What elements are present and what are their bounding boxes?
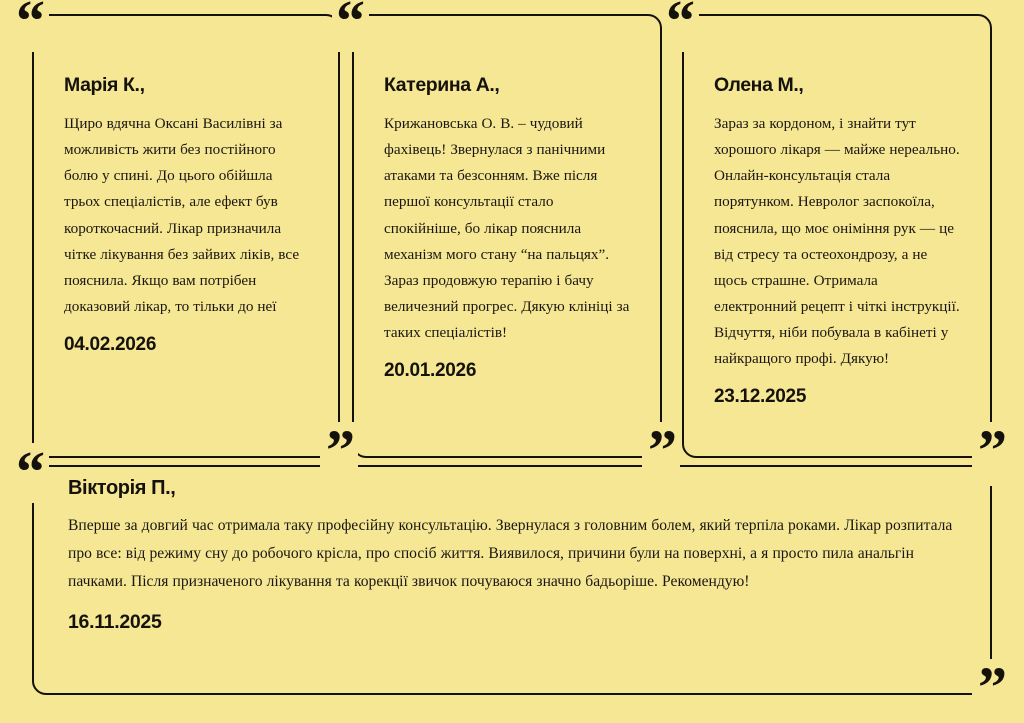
testimonial-card <box>666 0 1005 483</box>
quote-close-icon: ” <box>642 422 680 486</box>
quote-close-icon: ” <box>972 422 1010 486</box>
testimonial-card <box>336 0 675 483</box>
testimonial-author: Катерина А., <box>384 74 500 96</box>
quote-open-icon: “ <box>12 443 49 503</box>
testimonial-content <box>684 16 990 456</box>
testimonial-content <box>354 16 660 456</box>
testimonial-author: Олена М., <box>714 74 804 96</box>
quote-close-icon: ” <box>320 422 358 486</box>
testimonial-card <box>16 439 1005 720</box>
testimonial-text: Вперше за довгий час отримала таку професійну консультацію. Звернулася з головним болем, який терпіла роками. Лікар розпитала про все: від режиму сну до робочого крісла, про спосіб життя. Виявилося, причини були на поверхні, а я просто пила анальгін пачками. Після призначеного лікування та корекції звичок почуваюся значно бадьоріше. Рекомендую! <box>68 517 953 590</box>
testimonial-date: 23.12.2025 <box>714 386 807 408</box>
testimonial-card <box>16 0 353 483</box>
testimonial-date: 20.01.2026 <box>384 360 477 382</box>
testimonial-date: 04.02.2026 <box>64 334 157 356</box>
testimonial-date: 16.11.2025 <box>68 611 162 634</box>
testimonial-text: Зараз за кордоном, і знайти тут хорошого лікаря — майже нереально. Онлайн-консультація стала порятунком. Невролог заспокоїла, пояснила, що моє оніміння рук — це від стресу та остеохондрозу, а не щось страшне. Отримала електронний рецепт і чіткі інструкції. Відчуття, ніби побувала в кабінеті у найкращого профі. Дякую! <box>714 115 960 368</box>
testimonial-text: Щиро вдячна Оксані Василівні за можливість жити без постійного болю у спині. До цього обійшла трьох спеціалістів, але ефект був короткочасний. Лікар призначила чітке лікування без зайвих ліків, все пояснила. Якщо вам потрібен доказовий лікар, то тільки до неї <box>64 115 300 315</box>
quote-open-icon: “ <box>12 0 49 52</box>
quote-close-icon: ” <box>972 659 1010 723</box>
quote-open-icon: “ <box>662 0 699 52</box>
testimonial-content <box>34 16 338 456</box>
testimonial-author: Вікторія П., <box>68 477 176 499</box>
testimonial-author: Марія К., <box>64 74 145 96</box>
testimonial-content <box>34 467 990 693</box>
quote-open-icon: “ <box>332 0 369 52</box>
testimonial-text: Крижановська О. В. – чудовий фахівець! Звернулася з панічними атаками та безсонням. Вже після першої консультації стало спокійніше, бо лікар пояснила механізм мого стану “на пальцях”. Зараз продовжую терапію і бачу величезний прогрес. Дякую клініці за таких спеціалістів! <box>384 115 630 342</box>
